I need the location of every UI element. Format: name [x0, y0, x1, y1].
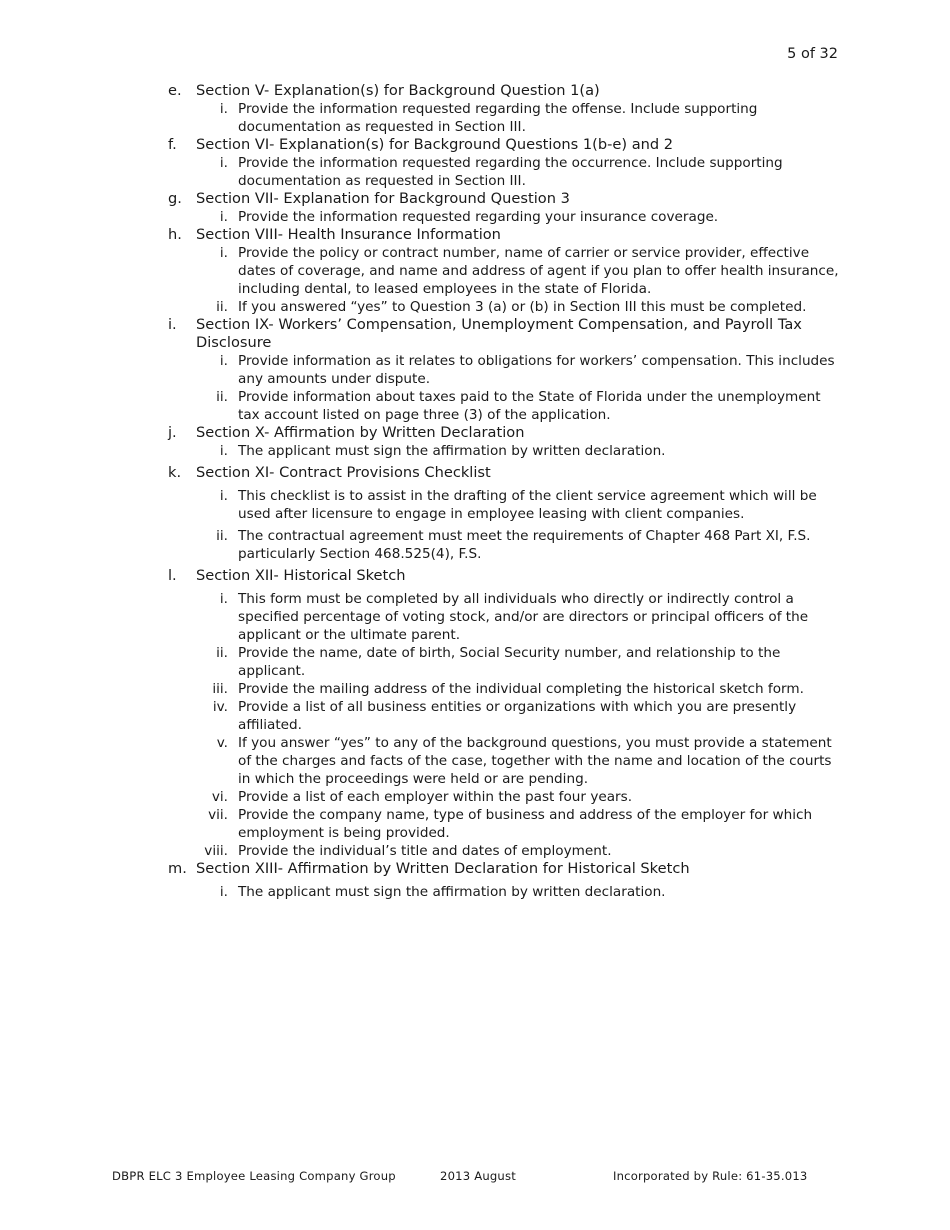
section-title: Section X- Affirmation by Written Declaration	[196, 424, 525, 441]
list-item	[168, 734, 840, 788]
section-title: Section IX- Workers’ Compensation, Unemployment Compensation, and Payroll Tax Disclosure	[196, 316, 802, 351]
section-heading	[168, 316, 840, 352]
item-text: Provide a list of all business entities or organizations with which you are presently affiliated.	[238, 699, 797, 733]
item-number: i.	[219, 884, 228, 900]
list-item	[168, 842, 840, 860]
item-number: i.	[219, 353, 228, 369]
list-item	[168, 788, 840, 806]
list-item	[168, 527, 840, 563]
section-title: Section XIII- Affirmation by Written Declaration for Historical Sketch	[196, 860, 690, 877]
section-g	[168, 190, 840, 226]
item-text: The applicant must sign the affirmation by written declaration.	[238, 884, 666, 900]
item-number: i.	[219, 209, 228, 225]
item-number: v.	[216, 735, 228, 751]
list-item	[168, 487, 840, 523]
section-l	[168, 567, 840, 860]
item-text: This checklist is to assist in the drafting of the client service agreement which will be used after licensure to engage in employee leasing with client companies.	[238, 488, 817, 522]
section-heading	[168, 567, 840, 585]
section-heading	[168, 860, 840, 878]
list-item	[168, 806, 840, 842]
section-e	[168, 82, 840, 136]
section-letter: e.	[168, 82, 182, 99]
list-item	[168, 883, 840, 901]
item-text: Provide the information requested regarding the occurrence. Include supporting documentation as requested in Section III.	[238, 155, 783, 189]
item-text: Provide the mailing address of the individual completing the historical sketch form.	[238, 681, 804, 697]
instructions-list	[168, 82, 840, 901]
section-title: Section XII- Historical Sketch	[196, 567, 406, 584]
section-title: Section VII- Explanation for Background Question 3	[196, 190, 570, 207]
item-number: ii.	[216, 389, 228, 405]
item-number: viii.	[204, 843, 228, 859]
item-text: Provide the name, date of birth, Social Security number, and relationship to the applicant.	[238, 645, 781, 679]
list-item	[168, 154, 840, 190]
item-number: i.	[219, 591, 228, 607]
item-number: i.	[219, 101, 228, 117]
item-text: Provide the individual’s title and dates of employment.	[238, 843, 612, 859]
list-item	[168, 644, 840, 680]
section-heading	[168, 464, 840, 482]
item-text: Provide a list of each employer within the past four years.	[238, 789, 633, 805]
list-item	[168, 208, 840, 226]
item-number: i.	[219, 488, 228, 504]
list-item	[168, 442, 840, 460]
section-letter: h.	[168, 226, 182, 243]
section-heading	[168, 424, 840, 442]
item-text: Provide the information requested regarding your insurance coverage.	[238, 209, 719, 225]
section-heading	[168, 190, 840, 208]
item-text: Provide the policy or contract number, name of carrier or service provider, effective dates of coverage, and name and address of agent if you plan to offer health insurance, including dental, to leased employees in the state of Florida.	[238, 245, 839, 297]
section-title: Section XI- Contract Provisions Checklist	[196, 464, 491, 481]
section-letter: i.	[168, 316, 177, 333]
page-number: 5 of 32	[787, 46, 838, 62]
footer-rule: Incorporated by Rule: 61-35.013	[613, 1169, 808, 1183]
item-text: The contractual agreement must meet the requirements of Chapter 468 Part XI, F.S. particularly Section 468.525(4), F.S.	[238, 528, 811, 562]
footer-form-name: DBPR ELC 3 Employee Leasing Company Group	[112, 1169, 396, 1183]
list-item	[168, 352, 840, 388]
list-item	[168, 244, 840, 298]
section-m	[168, 860, 840, 901]
section-h	[168, 226, 840, 316]
item-number: iv.	[212, 699, 228, 715]
item-text: If you answer “yes” to any of the background questions, you must provide a statement of the charges and facts of the case, together with the name and location of the courts in which the proceedings were held or are pending.	[238, 735, 832, 787]
item-text: This form must be completed by all individuals who directly or indirectly control a specified percentage of voting stock, and/or are directors or principal officers of the applicant or the ultimate parent.	[238, 591, 809, 643]
item-number: vii.	[208, 807, 228, 823]
section-letter: m.	[168, 860, 187, 877]
section-letter: g.	[168, 190, 182, 207]
item-text: Provide information about taxes paid to the State of Florida under the unemployment tax account listed on page three (3) of the application.	[238, 389, 821, 423]
list-item	[168, 298, 840, 316]
item-number: i.	[219, 443, 228, 459]
list-item	[168, 680, 840, 698]
list-item	[168, 698, 840, 734]
footer-date: 2013 August	[440, 1169, 516, 1183]
section-letter: j.	[168, 424, 177, 441]
item-text: Provide the information requested regarding the offense. Include supporting documentation as requested in Section III.	[238, 101, 758, 135]
section-letter: f.	[168, 136, 177, 153]
item-number: i.	[219, 245, 228, 261]
item-number: vi.	[211, 789, 228, 805]
item-number: ii.	[216, 528, 228, 544]
item-number: ii.	[216, 645, 228, 661]
list-item	[168, 100, 840, 136]
item-text: Provide the company name, type of business and address of the employer for which employment is being provided.	[238, 807, 813, 841]
item-number: ii.	[216, 299, 228, 315]
section-letter: l.	[168, 567, 177, 584]
section-title: Section V- Explanation(s) for Background Question 1(a)	[196, 82, 600, 99]
list-item	[168, 590, 840, 644]
item-number: i.	[219, 155, 228, 171]
section-title: Section VIII- Health Insurance Information	[196, 226, 501, 243]
section-heading	[168, 82, 840, 100]
section-j	[168, 424, 840, 460]
item-text: Provide information as it relates to obligations for workers’ compensation. This includes any amounts under dispute.	[238, 353, 835, 387]
item-text: The applicant must sign the affirmation by written declaration.	[238, 443, 666, 459]
section-letter: k.	[168, 464, 182, 481]
section-title: Section VI- Explanation(s) for Background Questions 1(b-e) and 2	[196, 136, 674, 153]
section-heading	[168, 226, 840, 244]
item-text: If you answered “yes” to Question 3 (a) or (b) in Section III this must be completed.	[238, 299, 807, 315]
list-item	[168, 388, 840, 424]
section-f	[168, 136, 840, 190]
section-heading	[168, 136, 840, 154]
section-i	[168, 316, 840, 424]
section-k	[168, 464, 840, 563]
item-number: iii.	[212, 681, 228, 697]
